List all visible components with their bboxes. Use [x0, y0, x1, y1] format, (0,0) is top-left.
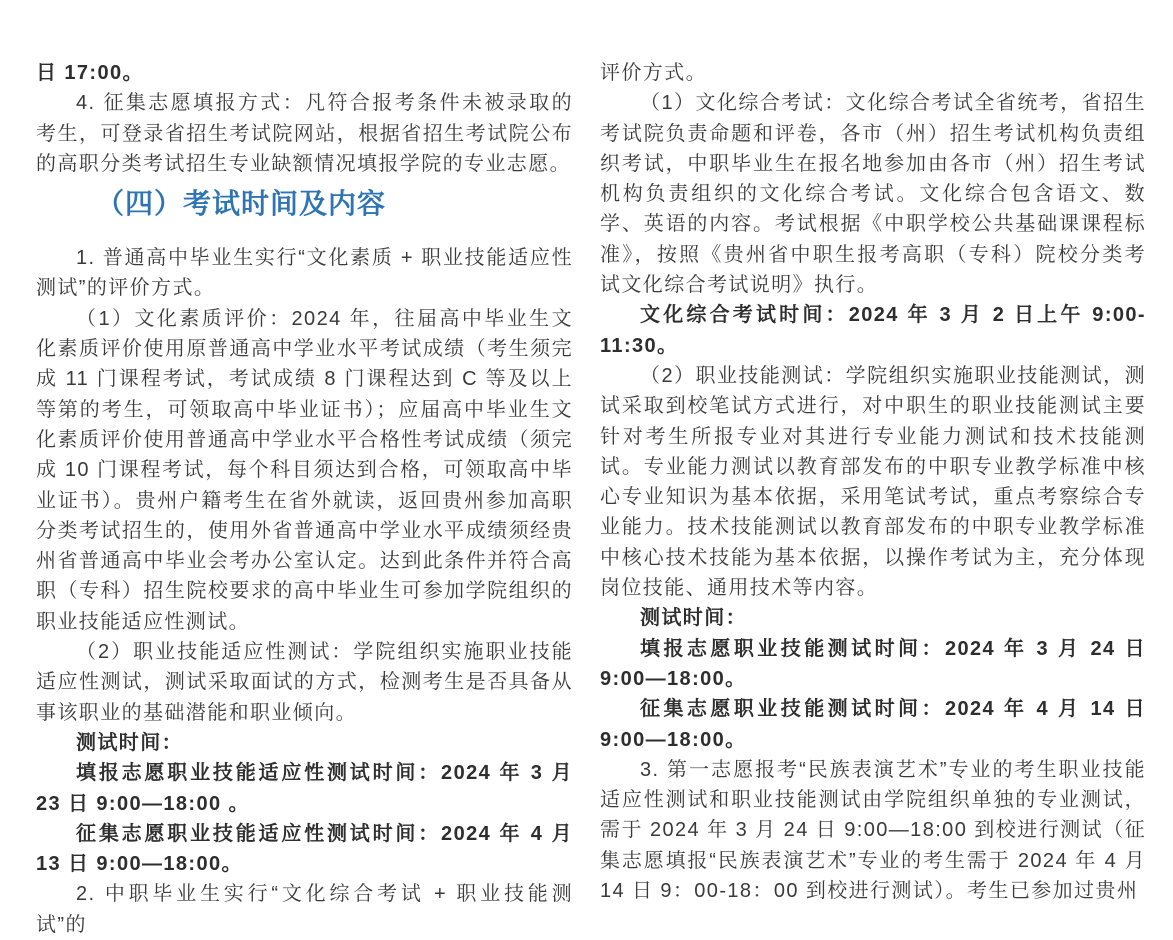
- paragraph: 3. 第一志愿报考“民族表演艺术”专业的考生职业技能适应性测试和职业技能测试由学院组织单独的专业测试，需于 2024 年 3 月 24 日 9:00—18:00 到校进行测试（征集志愿填报“民族表演艺术”专业的考生需于 2024 年 4 月 14 日 9：00-18：00 到校进行测试）。考生已参加过贵州: [600, 758, 1146, 903]
- paragraph: （1）文化素质评价：2024 年，往届高中毕业生文化素质评价使用原普通高中学业水平考试成绩（考生须完成 11 门课程考试，考试成绩 8 门课程达到 C 等及以上等第的考生，可领取高中毕业证书）；应届高中毕业生文化素质评价使用普通高中学业水平合格性考试成绩（须完成 10 门课程考试，每个科目须达到合格，可领取高中毕业证书）。贵州户籍考生在省外就读，返回贵州参加高职分类考试招生的，使用外省普通高中学业水平成绩须经贵州省普通高中毕业会考办公室认定。达到此条件并符合高职（专科）招生院校要求的高中毕业生可参加学院组织的职业技能适应性测试。: [36, 307, 573, 633]
- section-heading: （四）考试时间及内容: [96, 188, 387, 220]
- right-column: [600, 58, 1146, 906]
- paragraph: （2）职业技能适应性测试：学院组织实施职业技能适应性测试，测试采取面试的方式，检测考生是否具备从事该职业的基础潜能和职业倾向。: [36, 641, 573, 724]
- paragraph: 征集志愿职业技能测试时间：2024 年 4 月 14 日 9:00—18:00。: [600, 698, 1146, 751]
- paragraph: （1）文化综合考试：文化综合考试全省统考，省招生考试院负责命题和评卷，各市（州）招生考试机构负责组织考试，中职毕业生在报名地参加由各市（州）招生考试机构负责组织的文化综合考试。文化综合包含语文、数学、英语的内容。考试根据《中职学校公共基础课课程标准》，按照《贵州省中职生报考高职（专科）院校分类考试文化综合考试说明》执行。: [600, 92, 1146, 297]
- paragraph: 填报志愿职业技能测试时间：2024 年 3 月 24 日 9:00—18:00。: [600, 637, 1146, 690]
- paragraph: 测试时间：: [76, 731, 183, 754]
- paragraph: 文化综合考试时间：2024 年 3 月 2 日上午 9:00-11:30。: [600, 304, 1146, 357]
- paragraph: 日 17:00。: [36, 62, 144, 84]
- paragraph: 1. 普通高中毕业生实行“文化素质 + 职业技能适应性测试”的评价方式。: [36, 247, 573, 300]
- paragraph: 填报志愿职业技能适应性测试时间：2024 年 3 月 23 日 9:00—18:00 。: [36, 762, 573, 815]
- paragraph: 测试时间：: [640, 607, 747, 630]
- paragraph: 4. 征集志愿填报方式：凡符合报考条件未被录取的考生，可登录省招生考试院网站，根据省招生考试院公布的高职分类考试招生专业缺额情况填报学院的专业志愿。: [36, 92, 573, 175]
- paragraph: （2）职业技能测试：学院组织实施职业技能测试，测试采取到校笔试方式进行，对中职生的职业技能测试主要针对考生所报专业对其进行专业能力测试和技术技能测试。专业能力测试以教育部发布的中职专业教学标准中核心专业知识为基本依据，采用笔试考试，重点考察综合专业能力。技术技能测试以教育部发布的中职专业教学标准中核心技术技能为基本依据，以操作考试为主，充分体现岗位技能、通用技术等内容。: [600, 364, 1146, 600]
- left-column: [36, 58, 573, 940]
- paragraph: 2. 中职毕业生实行“文化综合考试 + 职业技能测试”的: [36, 883, 573, 936]
- paragraph: 评价方式。: [600, 62, 707, 84]
- paragraph: 征集志愿职业技能适应性测试时间：2024 年 4 月 13 日 9:00—18:00。: [36, 822, 573, 876]
